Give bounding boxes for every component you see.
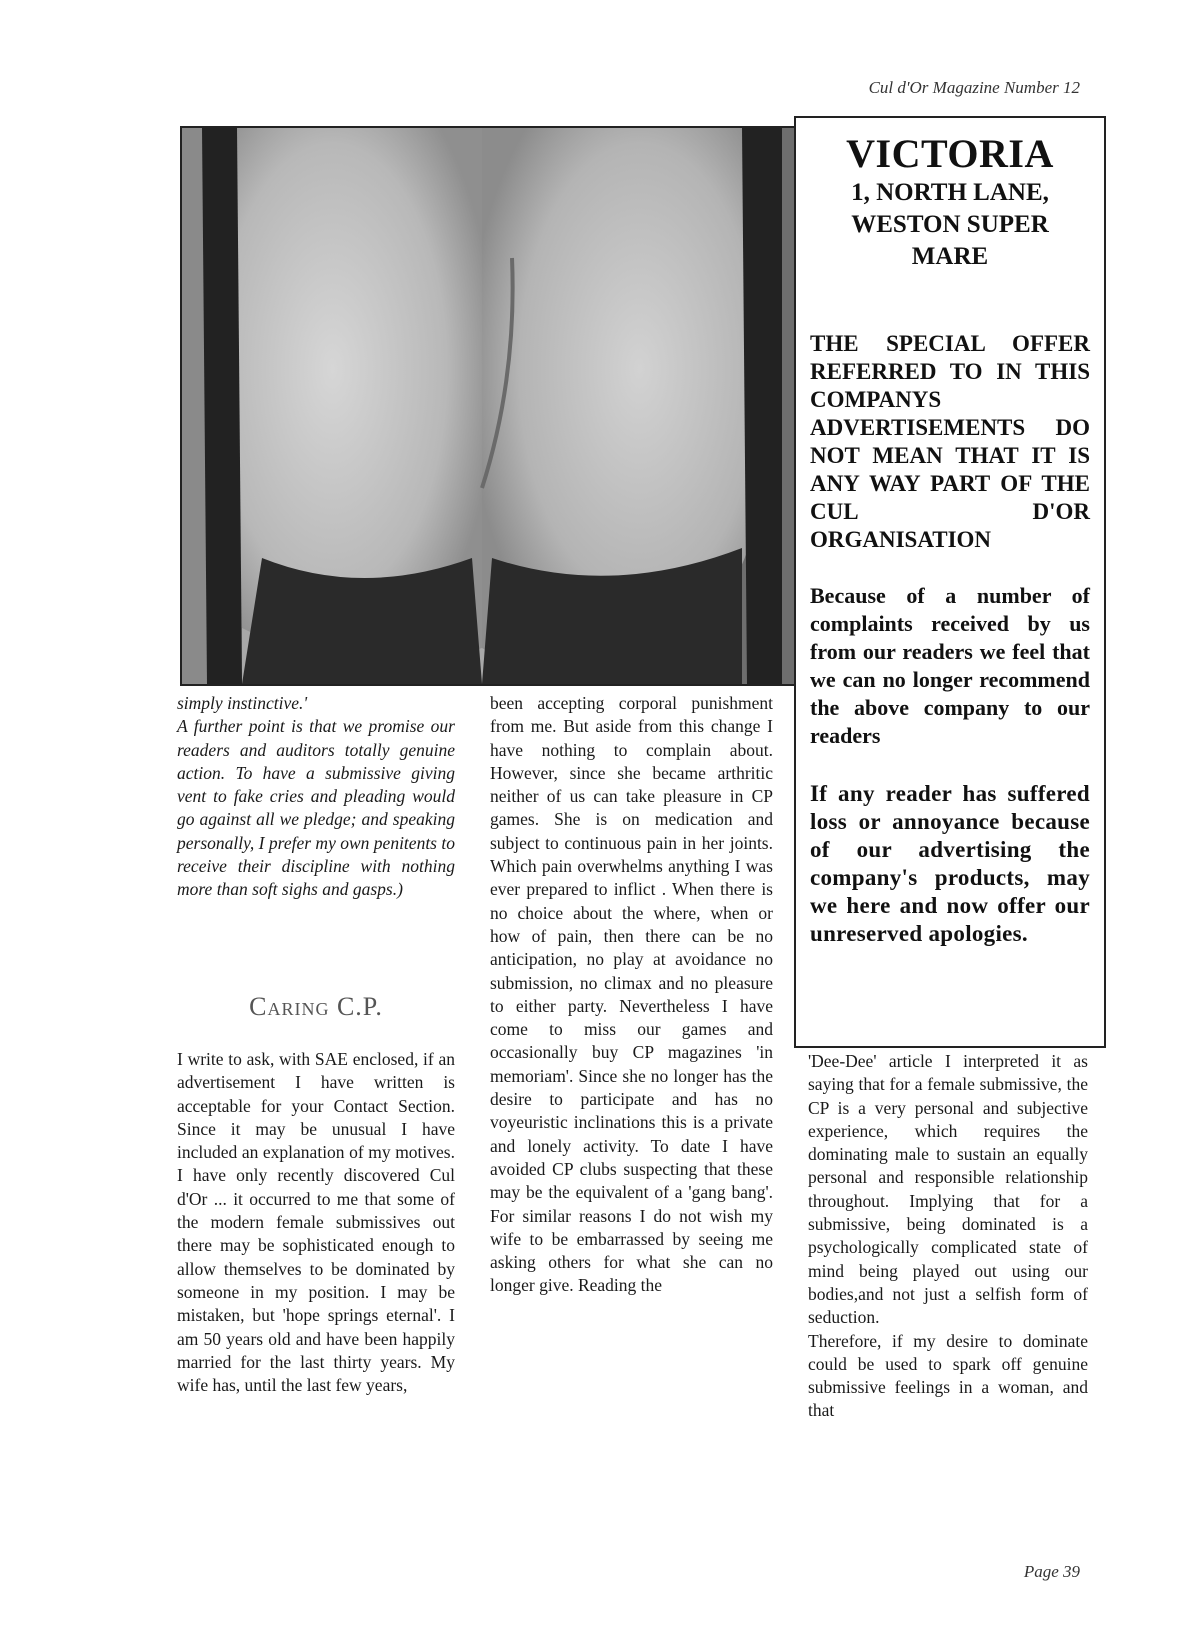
- ad-address-line2: WESTON SUPER: [851, 211, 1049, 238]
- ad-notice: THE SPECIAL OFFER REFERRED TO IN THIS COMPANYS ADVERTISEMENTS DO NOT MEAN THAT IT IS ANY WAY PART OF THE CUL D'OR ORGANISATION: [810, 331, 1090, 552]
- ad-title: VICTORIA: [846, 131, 1054, 176]
- ad-complaint: Because of a number of complaints received by us from our readers we feel that we can no longer recommend the above company to our readers: [810, 583, 1090, 748]
- letter-paragraph: I write to ask, with SAE enclosed, if an advertisement I have written is acceptable for your Contact Section. Since it may be unusual I have included an explanation of my motives. I have only recently discovered Cul d'Or ... it occurred to me that some of the modern female submissives out there may be sophisticated enough to allow themselves to be dominated by someone in my position. I may be mistaken, but 'hope springs eternal'. I am 50 years old and have been happily married for the last thirty years. My wife has, until the last few years,: [177, 1049, 455, 1396]
- section-heading: Caring C.P.: [249, 992, 383, 1021]
- column-3: [808, 1050, 1088, 1423]
- magazine-header: Cul d'Or Magazine Number 12: [868, 78, 1080, 97]
- ad-address-line3: MARE: [911, 243, 989, 270]
- ad-address-line1: 1, NORTH LANE,: [851, 179, 1049, 206]
- photo-image: [182, 128, 794, 684]
- page-number: Page 39: [1023, 1562, 1080, 1581]
- article-photo: [180, 126, 796, 686]
- disclaimer-box: [794, 116, 1106, 1048]
- column-3-paragraph-1: 'Dee-Dee' article I interpreted it as saying that for a female submissive, the CP is a very personal and subjective experience, which requires the dominating male to sustain an equally personal and responsible relationship throughout. Implying that for a submissive, being dominated is a psychologically complicated state of mind being played out using our bodies,and not just a selfish form of seduction.: [808, 1051, 1088, 1328]
- column-1-letter: [177, 1048, 455, 1397]
- column-1-top: [177, 692, 455, 902]
- quote-end: simply instinctive.': [177, 693, 308, 713]
- column-2-text: been accepting corporal punishment from me. But aside from this change I have nothing to complain about. However, since she became arthritic neither of us can take pleasure in CP games. She is on medication and subject to continuous pain in her joints. Which pain overwhelms anything I was ever prepared to inflict . When there is no choice about the where, when or how of pain, then there can be no anticipation, no play at avoidance no submission, no climax and no pleasure to either party. Nevertheless I have come to miss our games and occasionally buy CP magazines 'in memoriam'. Since she no longer has the desire to participate and has no voyeuristic inclinations this is a private and lonely activity. To date I have avoided CP clubs suspecting that these may be the equivalent of a 'gang bang'. For similar reasons I do not wish my wife to be embarrassed by seeing me asking others for what she can no longer give. Reading the: [490, 693, 773, 1296]
- editor-note: A further point is that we promise our readers and auditors totally genuine action. To have a submissive giving vent to fake cries and pleading would go against all we pledge; and speaking personally, I prefer my own penitents to receive their discipline with nothing more than soft sighs and gasps.): [177, 716, 455, 900]
- column-2: [490, 692, 773, 1298]
- ad-apology: If any reader has suffered loss or annoyance because of our advertising the company's products, may we here and now offer our unreserved apologies.: [810, 781, 1090, 946]
- column-3-paragraph-2: Therefore, if my desire to dominate could be used to spark off genuine submissive feelings in a woman, and that: [808, 1330, 1088, 1421]
